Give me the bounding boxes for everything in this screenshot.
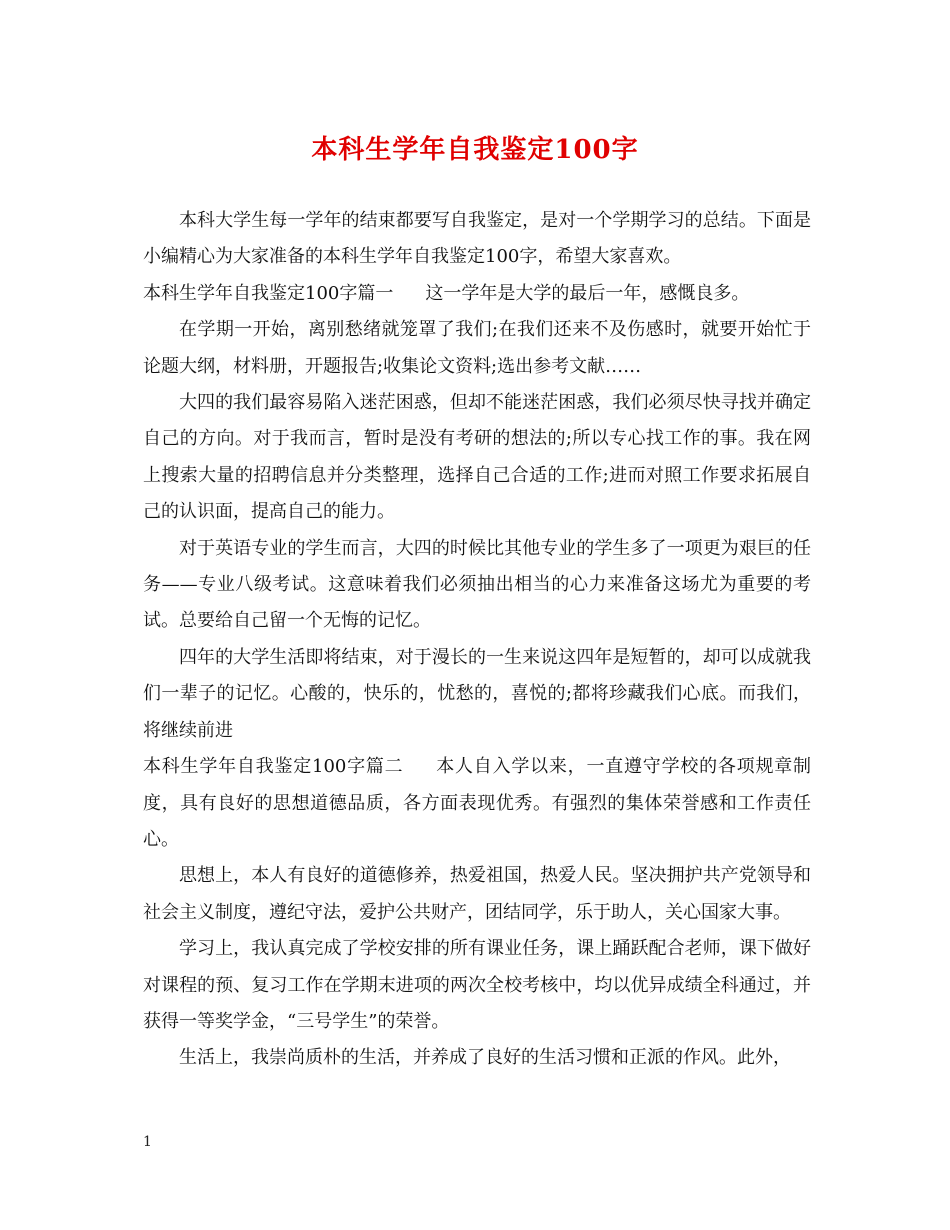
section-1-paragraph-2: 大四的我们最容易陷入迷茫困惑，但却不能迷茫困惑，我们必须尽快寻找并确定自己的方向。对于我而言，暂时是没有考研的想法的;所以专心找工作的事。我在网上搜索大量的招聘信息并分类整理，选择自己合适的工作;进而对照工作要求拓展自己的认识面，提高自己的能力。 — [143, 392, 811, 523]
section-2-lead: 本人自入学以来，一直遵守学校的各项规章制度，具有良好的思想道德品质，各方面表现优秀。有强烈的集体荣誉感和工作责任心。 — [143, 756, 812, 850]
section-2-line — [143, 749, 811, 858]
page-number: 1 — [143, 1134, 152, 1150]
section-2-heading: 本科生学年自我鉴定100字篇二 — [143, 756, 404, 778]
section-1-line — [143, 276, 811, 312]
intro-paragraph: 本科大学生每一学年的结束都要写自我鉴定，是对一个学期学习的总结。下面是小编精心为大家准备的本科生学年自我鉴定100字，希望大家喜欢。 — [143, 210, 811, 268]
section-1-lead: 这一学年是大学的最后一年，感慨良多。 — [425, 282, 750, 304]
section-1-paragraph-1: 在学期一开始，离别愁绪就笼罩了我们;在我们还来不及伤感时，就要开始忙于论题大纲，材料册，开题报告;收集论文资料;选出参考文献…… — [143, 319, 811, 377]
document-body — [143, 203, 811, 1077]
section-1-paragraph-3: 对于英语专业的学生而言，大四的时候比其他专业的学生多了一项更为艰巨的任务——专业八级考试。这意味着我们必须抽出相当的心力来准备这场尤为重要的考试。总要给自己留一个无悔的记忆。 — [143, 537, 811, 632]
section-2-paragraph-1: 思想上，本人有良好的道德修养，热爱祖国，热爱人民。坚决拥护共产党领导和社会主义制度，遵纪守法，爱护公共财产，团结同学，乐于助人，关心国家大事。 — [143, 865, 811, 923]
section-2-paragraph-3: 生活上，我崇尚质朴的生活，并养成了良好的生活习惯和正派的作风。此外， — [179, 1047, 791, 1069]
section-2-paragraph-2: 学习上，我认真完成了学校安排的所有课业任务，课上踊跃配合老师，课下做好对课程的预、复习工作在学期末进项的两次全校考核中，均以优异成绩全科通过，并获得一等奖学金，“三号学生”的荣誉。 — [143, 938, 811, 1032]
section-1-paragraph-4: 四年的大学生活即将结束，对于漫长的一生来说这四年是短暂的，却可以成就我们一辈子的记忆。心酸的，快乐的，忧愁的，喜悦的;都将珍藏我们心底。而我们，将继续前进 — [143, 646, 811, 741]
document-title: 本科生学年自我鉴定100字 — [311, 135, 639, 165]
section-1-heading: 本科生学年自我鉴定100字篇一 — [143, 282, 394, 304]
